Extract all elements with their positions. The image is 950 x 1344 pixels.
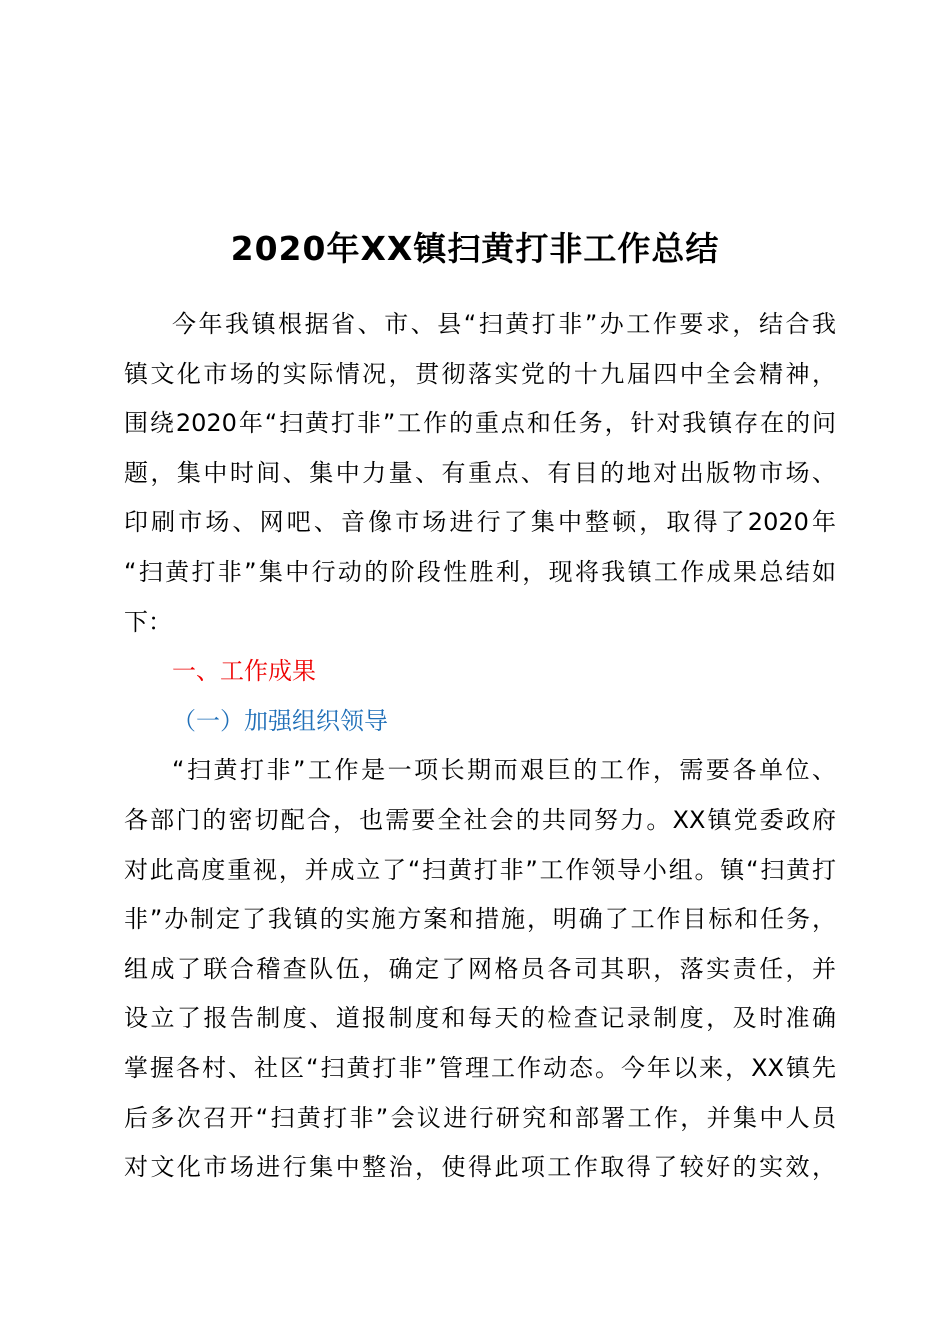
subsection-line-8: 后多次召开“扫黄打非”会议进行研究和部署工作，并集中人员 <box>124 1103 836 1132</box>
intro-line-6: “扫黄打非”集中行动的阶段性胜利，现将我镇工作成果总结如 <box>124 557 836 586</box>
intro-line-3: 围绕2020年“扫黄打非”工作的重点和任务，针对我镇存在的问 <box>124 409 836 438</box>
subsection-heading-organization: （一）加强组织领导 <box>172 706 388 735</box>
document-body <box>124 300 836 1193</box>
document-title: 2020年XX镇扫黄打非工作总结 <box>230 229 720 268</box>
intro-line-2: 镇文化市场的实际情况，贯彻落实党的十九届四中全会精神， <box>124 359 836 388</box>
subsection-line-2: 各部门的密切配合，也需要全社会的共同努力。XX镇党委政府 <box>124 805 836 834</box>
subsection-line-9: 对文化市场进行集中整治，使得此项工作取得了较好的实效， <box>124 1153 836 1182</box>
intro-line-4: 题，集中时间、集中力量、有重点、有目的地对出版物市场、 <box>124 458 836 487</box>
intro-line-1: 今年我镇根据省、市、县“扫黄打非”办工作要求，结合我 <box>172 310 836 338</box>
subsection-line-1: “扫黄打非”工作是一项长期而艰巨的工作，需要各单位、 <box>172 756 836 785</box>
subsection-line-7: 掌握各村、社区“扫黄打非”管理工作动态。今年以来，XX镇先 <box>124 1053 836 1082</box>
subsection-line-3: 对此高度重视，并成立了“扫黄打非”工作领导小组。镇“扫黄打 <box>124 855 836 884</box>
subsection-line-6: 设立了报告制度、道报制度和每天的检查记录制度，及时准确 <box>124 1004 836 1033</box>
section-heading-work-results: 一、工作成果 <box>172 657 316 686</box>
intro-line-5: 印刷市场、网吧、音像市场进行了集中整顿，取得了2020年 <box>124 508 836 537</box>
subsection-line-4: 非”办制定了我镇的实施方案和措施，明确了工作目标和任务， <box>124 905 836 934</box>
intro-line-7: 下： <box>124 607 172 636</box>
subsection-line-5: 组成了联合稽查队伍，确定了网格员各司其职，落实责任，并 <box>124 954 836 983</box>
